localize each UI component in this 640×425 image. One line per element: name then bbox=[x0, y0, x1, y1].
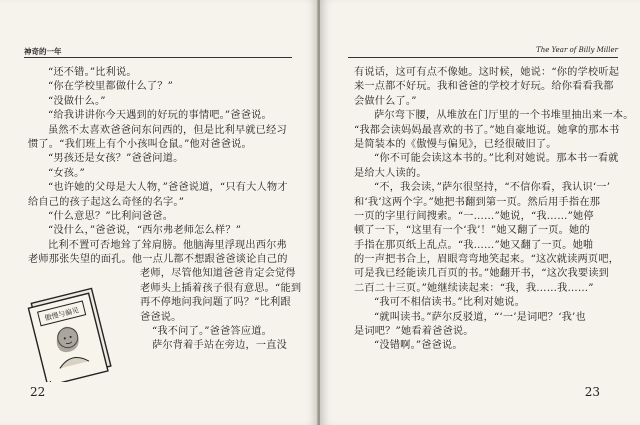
text-line: “你不可能会读这本书的。”比利对她说。那本书一看就 bbox=[374, 153, 619, 165]
text-line: 虽然不太喜欢爸爸问东问西的，但是比利早就已经习 bbox=[48, 124, 287, 136]
text-line: 给自己的孩子起这么奇怪的名字。” bbox=[28, 196, 185, 208]
text-line: 老师那张失望的面孔。他一点儿都不想跟爸爸谈论自己的 bbox=[28, 254, 288, 266]
text-line: 惯了。“我们班上有个小孩叫仓鼠。”他对爸爸说。 bbox=[28, 138, 252, 150]
text-line: 会做什么了。” bbox=[354, 95, 417, 107]
text-line: 有说话，这可有点不像她。这时候，她说：“你的学校听起 bbox=[354, 67, 620, 78]
text-line: 比利不置可否地耸了耸肩膀。他脑海里浮现出西尔弗 bbox=[48, 239, 287, 251]
page-number-right: 23 bbox=[584, 385, 600, 399]
text-line: 二百二十三页。”她继续读起来：“我，我……我……” bbox=[354, 282, 594, 294]
page-number-left: 22 bbox=[30, 385, 46, 399]
text-line: 萨尔背着手站在旁边，一直没 bbox=[152, 340, 288, 352]
text-line: “给我讲讲你今天遇到的好玩的事情吧。”爸爸说。 bbox=[48, 110, 272, 122]
text-line: “你在学校里都做什么了？” bbox=[48, 81, 174, 93]
text-line: 是简装本的《傲慢与偏见》，已经很破旧了。 bbox=[354, 138, 557, 150]
text-line: “我可不相信读书。”比利对她说。 bbox=[374, 297, 526, 309]
illustration-title: 傲慢与偏见 bbox=[43, 306, 80, 323]
text-line: “没做什么。” bbox=[48, 95, 106, 107]
header-rule-right bbox=[348, 57, 618, 58]
text-line: 老师头上插着孩子很有意思。“能到 bbox=[140, 282, 302, 294]
running-head-right: The Year of Billy Miller bbox=[536, 46, 618, 54]
text-line: “什么意思？”比利问爸爸。 bbox=[48, 210, 174, 222]
text-line: 可是我已经能读几百页的书。”她翻开书，“这次我要读到 bbox=[354, 268, 610, 280]
text-line: 再不停地问我问题了吗？”比利跟 bbox=[140, 297, 291, 309]
text-line: 爸爸说。 bbox=[140, 311, 182, 323]
text-line: “还不错。”比利说。 bbox=[48, 67, 137, 78]
text-line: “没错啊。”爸爸说。 bbox=[374, 340, 463, 352]
text-line: 萨尔弯下腰，从堆放在门厅里的一个书堆里抽出来一本。 bbox=[374, 110, 634, 122]
text-line: 老师，尽管他知道爸爸肯定会觉得 bbox=[140, 268, 296, 280]
text-line: 顿了一下，“这里有一个‘我’！”她又翻了一页。她的 bbox=[354, 225, 590, 237]
left-page bbox=[0, 0, 318, 425]
text-line: 手指在那页纸上乱点。“我……”她又翻了一页。她啪 bbox=[354, 239, 594, 251]
text-line: 和‘我’这两个字。”她把书翻到第一页。然后用手指在那 bbox=[354, 196, 601, 208]
right-page bbox=[320, 0, 640, 425]
text-line: “不，我会读，”萨尔很坚持，“不信你看，我认识‘一’ bbox=[374, 182, 611, 194]
text-line: “女孩。” bbox=[48, 167, 85, 179]
text-line: “我都会读妈妈最喜欢的书了。”她自豪地说。她拿的那本书 bbox=[354, 124, 620, 136]
header-rule-left bbox=[24, 57, 292, 58]
running-head-left: 神奇的一年 bbox=[24, 47, 62, 56]
text-line: 是词吧？”她看着爸爸说。 bbox=[354, 326, 474, 338]
text-line: 来一点都不好玩。我和爸爸的学校才好玩。给你看看我都 bbox=[354, 81, 614, 93]
text-line: 一页的字里行间搜索。“一……”她说，“我……”她停 bbox=[354, 210, 594, 222]
text-line: 是给大人读的。 bbox=[354, 167, 427, 179]
text-line: “就叫读书。”萨尔反驳道，“‘一’是词吧？‘我’也 bbox=[374, 311, 586, 323]
book-illustration bbox=[22, 286, 126, 382]
text-line: 的一声把书合上，眉眼弯弯地笑起来。“这次就读两页吧， bbox=[354, 254, 620, 266]
text-line: “男孩还是女孩？”爸爸问道。 bbox=[48, 153, 184, 165]
right-page-text bbox=[354, 66, 634, 354]
text-line: “我不问了。”爸爸答应道。 bbox=[152, 326, 272, 338]
text-line: “没什么，”爸爸说，“西尔弗老师怎么样？” bbox=[48, 225, 242, 237]
text-line: “也许她的父母是大人物，”爸爸说道，“只有大人物才 bbox=[48, 182, 288, 194]
